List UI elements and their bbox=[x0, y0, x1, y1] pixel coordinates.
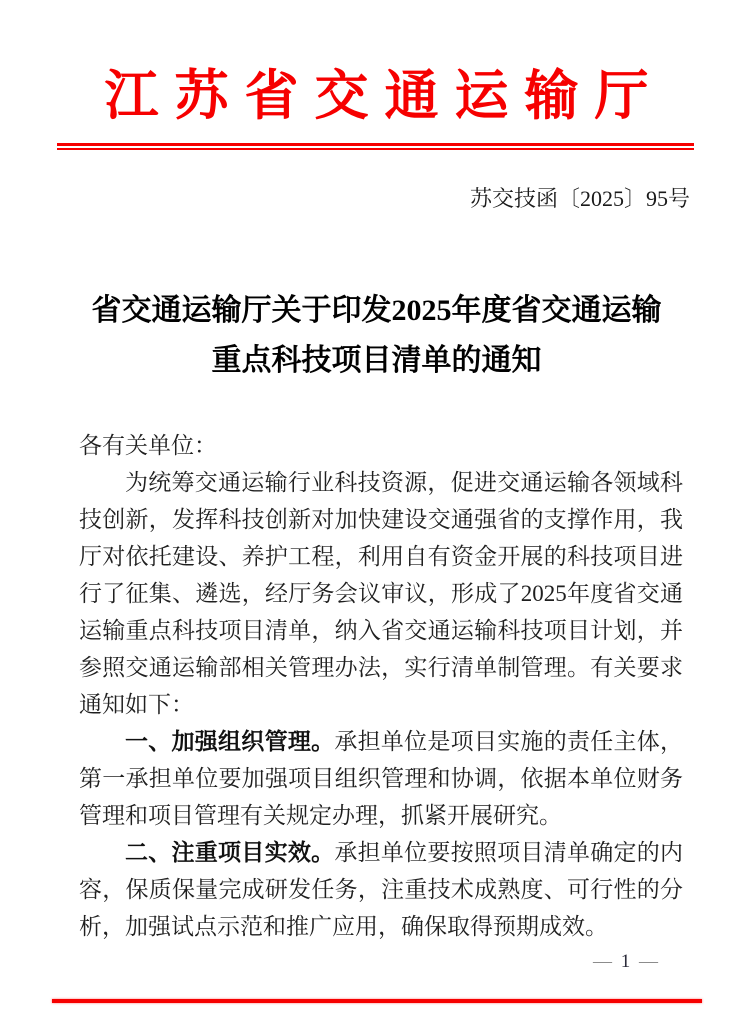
paragraph-item-1-text: 承担单位是项目实施的责任主体，第一承担单位要加强项目组织管理和协调，依据本单位财务管理和项目管理有关规定办理，抓紧开展研究。 bbox=[79, 729, 684, 828]
notice-title-line1: 省交通运输厅关于印发2025年度省交通运输 bbox=[91, 294, 662, 327]
paragraph-item-2-heading: 二、注重项目实效。 bbox=[125, 839, 335, 865]
paragraph-item-2 bbox=[79, 834, 683, 945]
footer-divider-line bbox=[52, 999, 702, 1003]
document-body bbox=[79, 427, 683, 945]
page-number bbox=[593, 950, 660, 974]
notice-title bbox=[0, 286, 753, 386]
page-number-right-dash: — bbox=[639, 951, 660, 972]
document-reference-number: 苏交技函〔2025〕95号 bbox=[469, 186, 690, 211]
paragraph-intro-text: 为统筹交通运输行业科技资源，促进交通运输各领域科技创新，发挥科技创新对加快建设交通强省的支撑作用，我厅对依托建设、养护工程，利用自有资金开展的科技项目进行了征集、遴选，经厅务会议审议，形成了2025年度省交通运输重点科技项目清单，纳入省交通运输科技项目计划，并参照交通运输部相关管理办法，实行清单制管理。有关要求通知如下： bbox=[79, 470, 683, 717]
notice-title-line2: 重点科技项目清单的通知 bbox=[211, 344, 542, 377]
paragraph-item-1 bbox=[79, 723, 683, 834]
page-number-left-dash: — bbox=[593, 951, 614, 972]
paragraph-intro bbox=[79, 464, 683, 723]
agency-letterhead-title: 江苏省交通运输厅 bbox=[104, 66, 665, 126]
salutation: 各有关单位： bbox=[79, 433, 217, 458]
paragraph-item-2-text: 承担单位要按照项目清单确定的内容，保质保量完成研发任务，注重技术成熟度、可行性的分析，加强试点示范和推广应用，确保取得预期成效。 bbox=[79, 840, 684, 939]
letterhead-divider-line bbox=[57, 143, 694, 150]
page-number-value: 1 bbox=[620, 951, 633, 972]
paragraph-item-1-heading: 一、加强组织管理。 bbox=[125, 728, 335, 754]
